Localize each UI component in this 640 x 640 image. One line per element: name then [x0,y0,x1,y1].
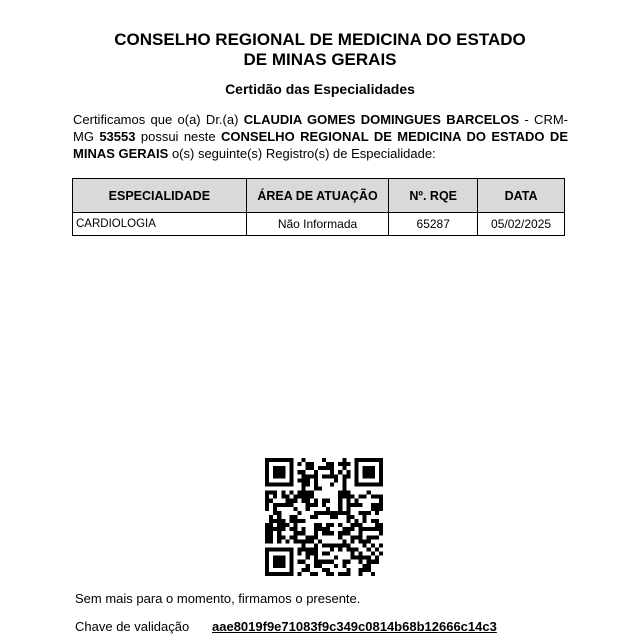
intro-text: Certificamos que o(a) Dr.(a) [73,112,244,127]
header-especialidade: ESPECIALIDADE [73,179,247,213]
header-data: DATA [478,179,565,213]
header-rqe: Nº. RQE [389,179,478,213]
certificate-paragraph [73,111,568,162]
title-line-2: DE MINAS GERAIS [243,50,397,69]
qr-modules [265,458,383,576]
closing-text: Sem mais para o momento, firmamos o presente. [75,591,361,606]
table-header-row [73,179,565,213]
crm-prefix: - CRM-MG [73,112,568,144]
cell-data: 05/02/2025 [478,213,565,236]
mid-text: possui neste [135,129,222,144]
table-row [73,213,565,236]
validation-key-link[interactable]: aae8019f9e71083f9c349c0814b68b12666c14c3 [212,619,497,634]
outro-text: o(s) seguinte(s) Registro(s) de Especialidade: [168,146,436,161]
qr-code [265,458,383,576]
crm-number: 53553 [99,129,136,144]
header-area-atuacao: ÁREA DE ATUAÇÃO [246,179,389,213]
council-name: CONSELHO REGIONAL DE MEDICINA DO ESTADO DE MINAS GERAIS [73,129,568,161]
document-subtitle: Certidão das Especialidades [225,81,415,97]
cell-especialidade: CARDIOLOGIA [73,213,247,236]
validation-label: Chave de validação [75,619,190,634]
cell-area-atuacao: Não Informada [246,213,389,236]
specialties-table [72,178,565,236]
doctor-name: CLAUDIA GOMES DOMINGUES BARCELOS [243,112,520,127]
cell-rqe: 65287 [389,213,478,236]
title-line-1: CONSELHO REGIONAL DE MEDICINA DO ESTADO [114,30,526,49]
document-title [0,30,640,70]
